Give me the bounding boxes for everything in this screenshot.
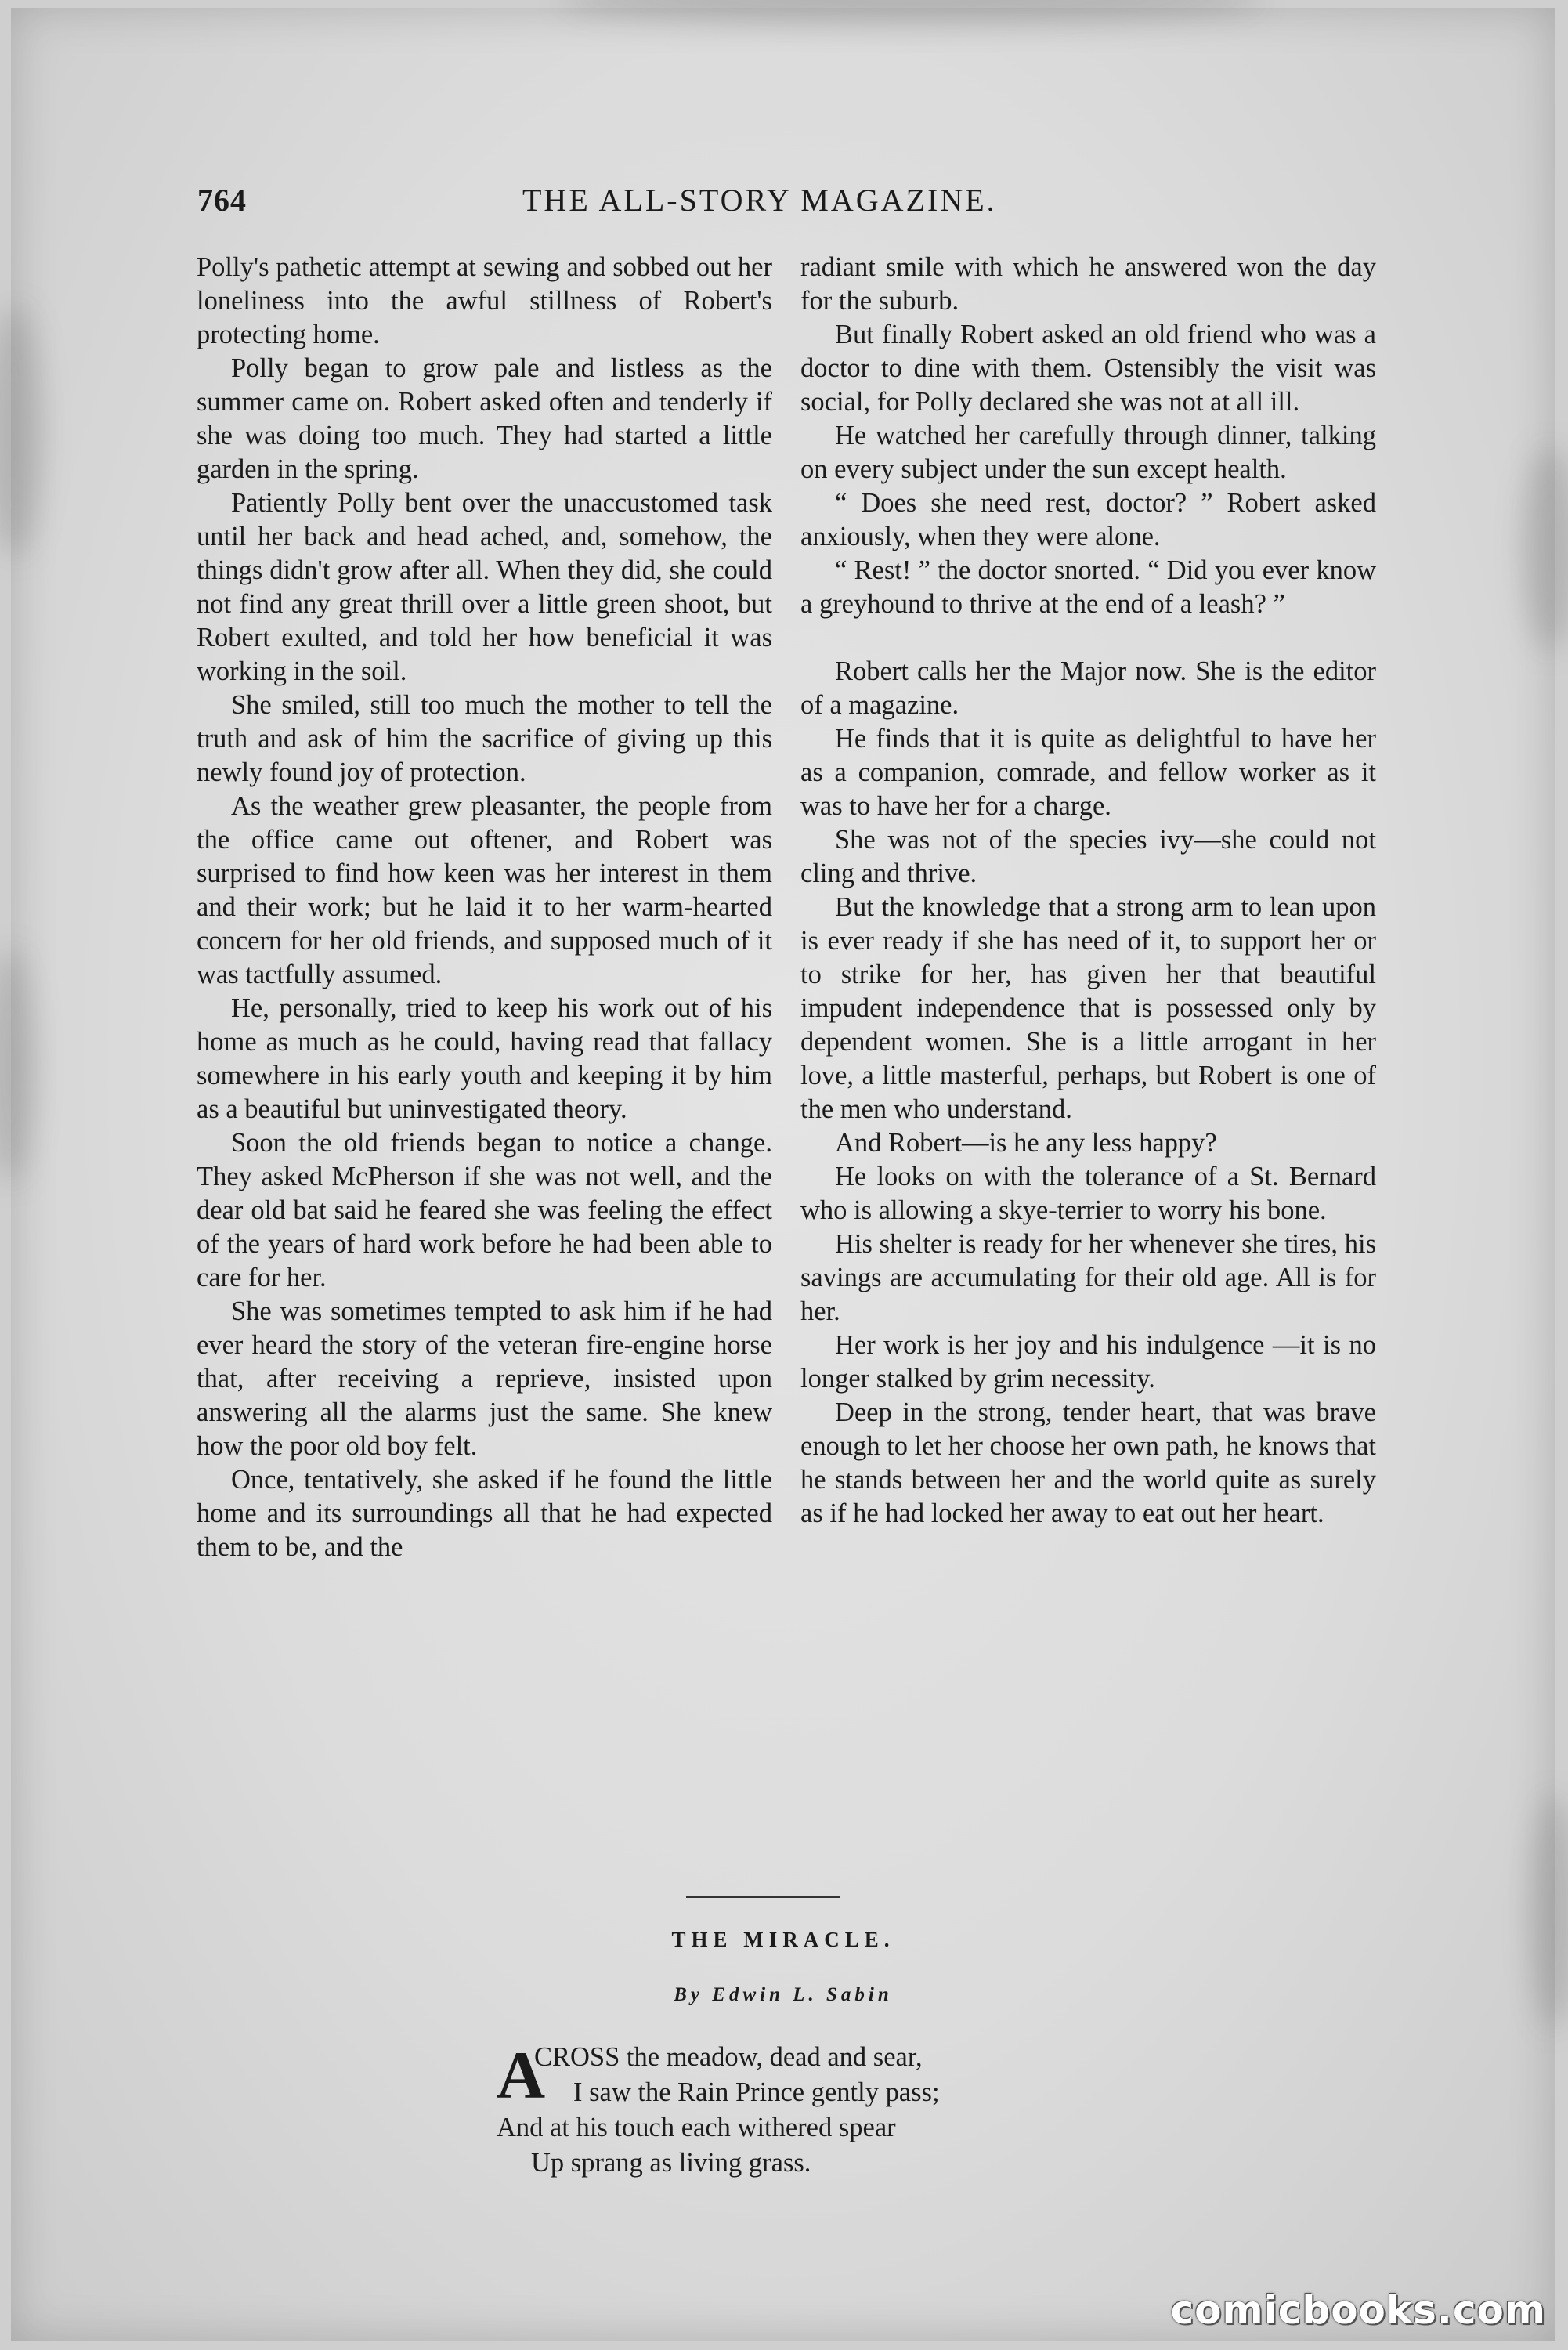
page-header — [197, 182, 1372, 229]
story-column-right — [800, 251, 1376, 1531]
paragraph: “ Does she need rest, doctor? ” Robert asked anxiously, when they were alone. — [800, 488, 1376, 551]
page-number: 764 — [197, 183, 247, 218]
section-divider — [686, 1896, 840, 1898]
paragraph: But finally Robert asked an old friend who was a doctor to dine with them. Ostensibly the visit was social, for Polly declared she was not at all ill. — [800, 320, 1376, 417]
paragraph: His shelter is ready for her whenever she tires, his savings are accumulating for their old age. All is for her. — [800, 1229, 1376, 1326]
paragraph: Polly began to grow pale and listless as the summer came on. Robert asked often and tenderly if she was doing too much. They had started a little garden in the spring. — [197, 353, 772, 484]
watermark-logo: comicbooks.com — [1170, 2287, 1546, 2333]
story-column-left — [197, 251, 772, 1564]
paragraph: Patiently Polly bent over the unaccustomed task until her back and head ached, and, somehow, the things didn't grow after all. When they did, she could not find any great thrill over a little green shoot, but Robert exulted, and told her how beneficial it was working in the soil. — [197, 488, 772, 686]
paragraph: Soon the old friends began to notice a change. They asked McPherson if she was not well, and the dear old bat said he feared she was feeling the effect of the years of hard work before he had been able to care for her. — [197, 1128, 772, 1292]
poem-line: And at his touch each withered spear — [497, 2113, 896, 2142]
poem-body — [497, 2037, 940, 2181]
paragraph: Robert calls her the Major now. She is the editor of a magazine. — [800, 656, 1376, 720]
paragraph: As the weather grew pleasanter, the people from the office came out oftener, and Robert was surprised to find how keen was her interest in them and their work; but he laid it to her warm-hearted concern for her old friends, and supposed much of it was tactfully assumed. — [197, 791, 772, 989]
paragraph: “ Rest! ” the doctor snorted. “ Did you ever know a greyhound to thrive at the end of a leash? ” — [800, 555, 1376, 619]
paragraph: Once, tentatively, she asked if he found the little home and its surroundings all that he had expected them to be, and the — [197, 1465, 772, 1562]
paragraph: Polly's pathetic attempt at sewing and sobbed out her loneliness into the awful stillness of Robert's protecting home. — [197, 252, 772, 349]
paragraph: She smiled, still too much the mother to tell the truth and ask of him the sacrifice of giving up this newly found joy of protection. — [197, 690, 772, 787]
paragraph: Her work is her joy and his indulgence —it is no longer stalked by grim necessity. — [800, 1330, 1376, 1394]
paragraph: And Robert—is he any less happy? — [835, 1128, 1217, 1158]
paragraph: He finds that it is quite as delightful to have her as a companion, comrade, and fellow worker as it was to have her for a charge. — [800, 724, 1376, 821]
running-head: THE ALL-STORY MAGAZINE. — [522, 183, 997, 218]
magazine-page — [11, 8, 1555, 2341]
poem-line: I saw the Rain Prince gently pass; — [573, 2077, 940, 2107]
paragraph: Deep in the strong, tender heart, that was brave enough to let her choose her own path, he knows that he stands between her and the world quite as surely as if he had locked her away to eat out her heart. — [800, 1397, 1376, 1528]
poem-byline: By Edwin L. Sabin — [674, 1984, 893, 2005]
paragraph: radiant smile with which he answered won the day for the suburb. — [800, 252, 1376, 316]
paragraph: He looks on with the tolerance of a St. Bernard who is allowing a skye-terrier to worry his bone. — [800, 1162, 1376, 1225]
poem-title: THE MIRACLE. — [671, 1928, 895, 1951]
paragraph: But the knowledge that a strong arm to lean upon is ever ready if she has need of it, to support her or to strike for her, has given her that beautiful impudent independence that is possessed only by dependent women. She is a little arrogant in her love, a little masterful, perhaps, but Robert is one of the men who understand. — [800, 892, 1376, 1124]
paragraph: She was not of the species ivy—she could not cling and thrive. — [800, 825, 1376, 888]
poem-line: CROSS the meadow, dead and sear, — [534, 2042, 923, 2072]
poem-line: Up sprang as living grass. — [531, 2148, 811, 2178]
paragraph: He, personally, tried to keep his work out of his home as much as he could, having read that fallacy somewhere in his early youth and keeping it by him as a beautiful but uninvestigated theory. — [197, 993, 772, 1124]
drop-cap: A — [497, 2037, 546, 2113]
paragraph: He watched her carefully through dinner, talking on every subject under the sun except health. — [800, 421, 1376, 484]
paragraph: She was sometimes tempted to ask him if he had ever heard the story of the veteran fire-engine horse that, after receiving a reprieve, insisted upon answering all the alarms just the same. She knew how the poor old boy felt. — [197, 1296, 772, 1461]
